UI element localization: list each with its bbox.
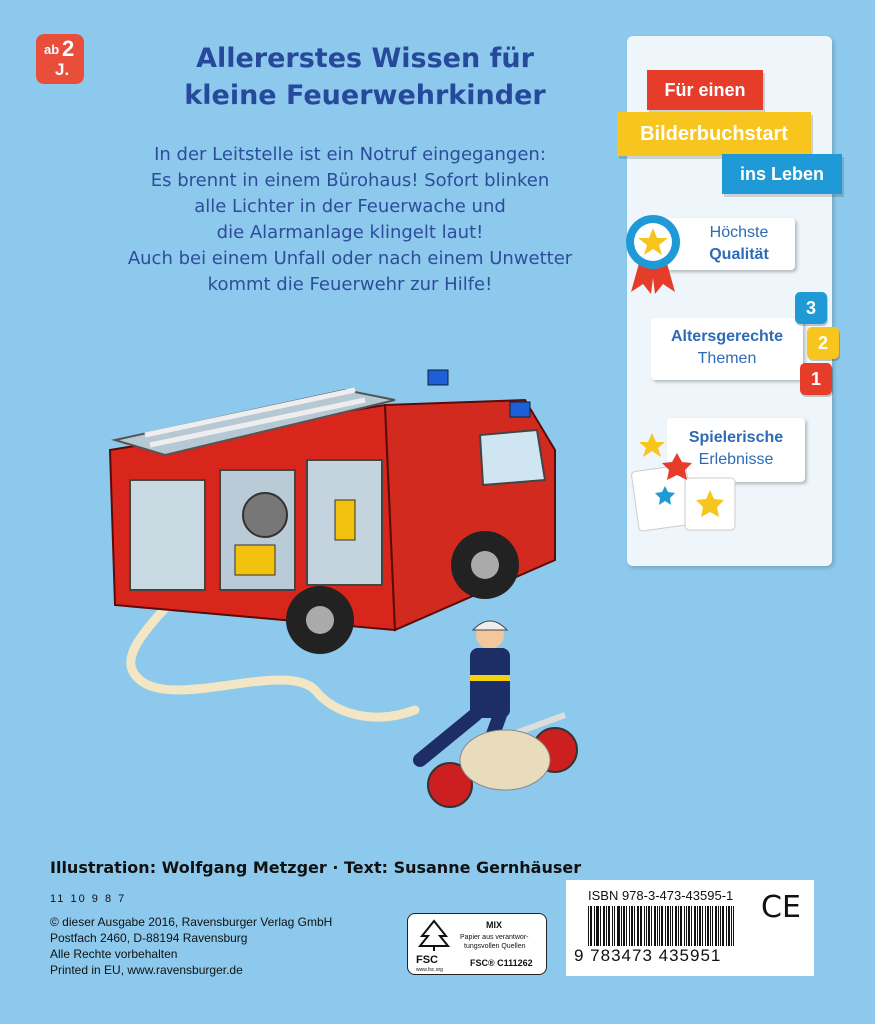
legal-line: Printed in EU, www.ravensburger.de bbox=[50, 963, 243, 977]
barcode-bar bbox=[648, 906, 649, 946]
hose-roll bbox=[460, 730, 550, 790]
fsc-line-2: tungsvollen Quellen bbox=[464, 943, 526, 950]
barcode-bar bbox=[655, 906, 656, 946]
fsc-code: FSC® C111262 bbox=[470, 958, 533, 968]
barcode-bar bbox=[634, 906, 635, 946]
barcode-bar bbox=[667, 906, 668, 946]
barcode-bar bbox=[618, 906, 619, 946]
barcode-bar bbox=[591, 906, 592, 946]
barcode-bar bbox=[708, 906, 709, 946]
barcode-bar bbox=[651, 906, 652, 946]
barcode-bar bbox=[662, 906, 663, 946]
barcode-bar bbox=[676, 906, 677, 946]
barcode-bar bbox=[700, 906, 701, 946]
blue-light bbox=[510, 402, 530, 417]
barcode-bar bbox=[672, 906, 673, 946]
barcode-bar bbox=[638, 906, 639, 946]
number-two-box: 2 bbox=[807, 327, 839, 359]
legal-line: © dieser Ausgabe 2016, Ravensburger Verlag GmbH bbox=[50, 915, 333, 929]
barcode-bar bbox=[606, 906, 607, 946]
award-rosette-icon bbox=[623, 212, 683, 296]
hose-reel bbox=[243, 493, 287, 537]
barcode-bar bbox=[590, 906, 591, 946]
play-cards-icon bbox=[627, 428, 742, 538]
barcode-bar bbox=[718, 906, 719, 946]
barcode-bar bbox=[670, 906, 671, 946]
barcode-bar bbox=[623, 906, 624, 946]
age-badge bbox=[36, 34, 84, 84]
generator bbox=[235, 545, 275, 575]
intro-line: alle Lichter in der Feuerwache und bbox=[194, 196, 506, 217]
barcode-bar bbox=[716, 906, 717, 946]
play-line-1: Spielerische bbox=[688, 429, 784, 446]
barcode-bar bbox=[646, 906, 647, 946]
barcode-bar bbox=[694, 906, 695, 946]
fsc-url: www.fsc.org bbox=[416, 967, 443, 973]
barcode-bar bbox=[598, 906, 599, 946]
wheel-hub bbox=[471, 551, 499, 579]
barcode-bar bbox=[675, 906, 676, 946]
barcode-bar bbox=[624, 906, 625, 946]
barcode-bar bbox=[710, 906, 711, 946]
barcode-bar bbox=[644, 906, 645, 946]
themes-line-2: Themen bbox=[697, 350, 757, 367]
intro-line: In der Leitstelle ist ein Notruf eingegangen: bbox=[154, 144, 546, 165]
barcode bbox=[588, 906, 736, 948]
barcode-bar bbox=[600, 906, 601, 946]
number-one-box: 1 bbox=[800, 363, 832, 395]
reflective-stripe bbox=[470, 675, 510, 681]
barcode-bar bbox=[678, 906, 679, 946]
barcode-bar bbox=[668, 906, 669, 946]
intro-line: die Alarmanlage klingelt laut! bbox=[216, 222, 484, 243]
credits: Illustration: Wolfgang Metzger · Text: Susanne Gernhäuser bbox=[50, 858, 582, 877]
barcode-bar bbox=[661, 906, 662, 946]
edition-numbers: 11 10 9 8 7 bbox=[50, 893, 127, 905]
age-number: 2 bbox=[62, 36, 75, 61]
barcode-bar bbox=[632, 906, 633, 946]
barcode-bar bbox=[681, 906, 682, 946]
barcode-bar bbox=[621, 906, 622, 946]
legal-line: Postfach 2460, D-88194 Ravensburg bbox=[50, 931, 248, 945]
fsc-label bbox=[407, 913, 547, 975]
barcode-bar bbox=[659, 906, 660, 946]
barcode-bar bbox=[707, 906, 708, 946]
barcode-bar bbox=[722, 906, 723, 946]
barcode-bar bbox=[617, 906, 618, 946]
book-title bbox=[130, 40, 600, 114]
tag-ins-leben: ins Leben bbox=[722, 154, 842, 194]
barcode-bar bbox=[686, 906, 687, 946]
barcode-bar bbox=[695, 906, 696, 946]
barcode-bar bbox=[729, 906, 730, 946]
truck-window bbox=[480, 430, 545, 485]
barcode-bar bbox=[689, 906, 690, 946]
isbn-label: ISBN 978-3-473-43595-1 bbox=[588, 888, 734, 903]
barcode-bar bbox=[604, 906, 605, 946]
barcode-bar bbox=[720, 906, 721, 946]
barcode-bar bbox=[705, 906, 706, 946]
legal-info bbox=[50, 914, 332, 978]
barcode-bar bbox=[631, 906, 632, 946]
barcode-bar bbox=[609, 906, 610, 946]
barcode-bar bbox=[733, 906, 734, 946]
intro-line: Auch bei einem Unfall oder nach einem Unwetter bbox=[127, 248, 573, 269]
isbn-digits: 9 783473 435951 bbox=[574, 946, 722, 965]
barcode-bar bbox=[688, 906, 689, 946]
wheel-hub bbox=[306, 606, 334, 634]
age-prefix: ab bbox=[44, 42, 60, 57]
barcode-bar bbox=[608, 906, 609, 946]
title-line-2: kleine Feuerwehrkinder bbox=[184, 80, 546, 111]
barcode-bar bbox=[723, 906, 724, 946]
barcode-bar bbox=[640, 906, 641, 946]
barcode-bar bbox=[654, 906, 655, 946]
intro-text bbox=[100, 142, 600, 298]
quality-line-1: Höchste bbox=[709, 224, 769, 241]
barcode-bar bbox=[702, 906, 703, 946]
barcode-bar bbox=[726, 906, 727, 946]
tag-bilderbuchstart: Bilderbuchstart bbox=[617, 112, 811, 156]
barcode-bar bbox=[603, 906, 604, 946]
intro-line: Es brennt in einem Bürohaus! Sofort blinken bbox=[150, 170, 550, 191]
barcode-bar bbox=[665, 906, 666, 946]
barcode-bar bbox=[619, 906, 620, 946]
barcode-bar bbox=[596, 906, 597, 946]
barcode-bar bbox=[657, 906, 658, 946]
barcode-bar bbox=[597, 906, 598, 946]
fsc-line-1: Papier aus verantwor- bbox=[460, 934, 529, 941]
barcode-bar bbox=[697, 906, 698, 946]
equipment bbox=[335, 500, 355, 540]
play-line-2: Erlebnisse bbox=[698, 451, 774, 468]
fsc-logo-text: FSC bbox=[416, 954, 438, 966]
quality-line-2: Qualität bbox=[709, 246, 769, 263]
blue-light bbox=[428, 370, 448, 385]
barcode-bar bbox=[626, 906, 627, 946]
number-three-box: 3 bbox=[795, 292, 827, 324]
isbn-box bbox=[566, 880, 814, 976]
compartment bbox=[130, 480, 205, 590]
fire-truck-illustration bbox=[85, 330, 615, 830]
barcode-bar bbox=[612, 906, 613, 946]
themes-card bbox=[651, 318, 803, 380]
fsc-tree-icon bbox=[414, 918, 454, 952]
legal-line: Alle Rechte vorbehalten bbox=[50, 947, 178, 961]
title-line-1: Allererstes Wissen für bbox=[196, 43, 534, 74]
barcode-bar bbox=[614, 906, 615, 946]
barcode-bar bbox=[712, 906, 713, 946]
barcode-bar bbox=[594, 906, 595, 946]
barcode-bar bbox=[641, 906, 642, 946]
feature-panel bbox=[627, 36, 832, 566]
barcode-bar bbox=[680, 906, 681, 946]
barcode-bar bbox=[731, 906, 732, 946]
age-unit: J. bbox=[55, 60, 70, 79]
barcode-bar bbox=[684, 906, 685, 946]
barcode-bar bbox=[691, 906, 692, 946]
barcode-bar bbox=[715, 906, 716, 946]
intro-line: kommt die Feuerwehr zur Hilfe! bbox=[207, 274, 493, 295]
helmet bbox=[473, 621, 507, 630]
barcode-bar bbox=[637, 906, 638, 946]
barcode-bar bbox=[629, 906, 630, 946]
barcode-bar bbox=[588, 906, 589, 946]
firefighter-body bbox=[470, 648, 510, 718]
barcode-bar bbox=[649, 906, 650, 946]
fsc-mix: MIX bbox=[486, 920, 503, 930]
barcode-bar bbox=[728, 906, 729, 946]
barcode-bar bbox=[699, 906, 700, 946]
tag-fur-einen: Für einen bbox=[647, 70, 763, 110]
ce-mark: CE bbox=[761, 890, 801, 925]
themes-line-1: Altersgerechte bbox=[670, 328, 784, 345]
